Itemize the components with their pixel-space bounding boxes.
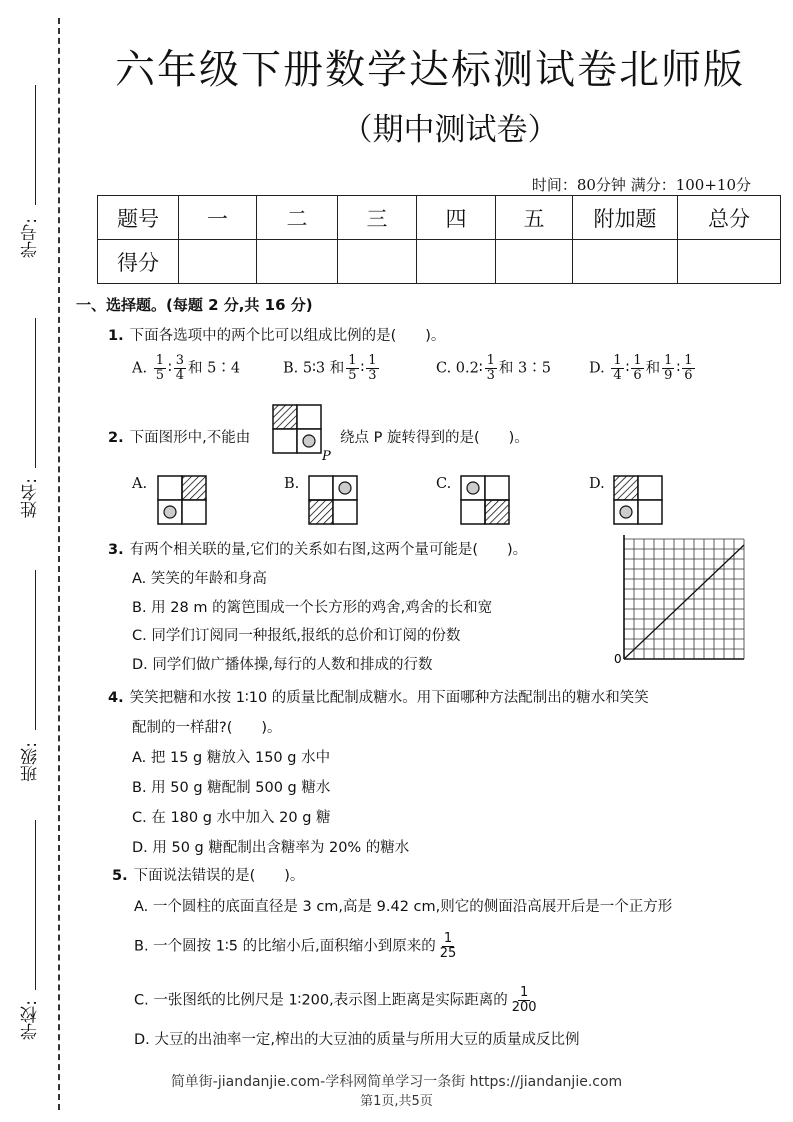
q3-option-c[interactable]: C. 同学们订阅同一种报纸,报纸的总价和订阅的份数 <box>132 628 461 644</box>
score-table <box>97 195 781 284</box>
q2-option-c-figure[interactable] <box>460 475 512 527</box>
question-text: 下面各选项中的两个比可以组成比例的是( )。 <box>129 328 446 344</box>
point-p-label: P <box>322 449 331 462</box>
q5-option-c[interactable] <box>134 986 541 1015</box>
q2-option-b-figure[interactable] <box>308 475 360 527</box>
student-no-label: 学号: <box>21 218 41 258</box>
option-text: B. 一个圆按 1∶5 的比缩小后,面积缩小到原来的 <box>134 938 436 955</box>
page-title: 六年级下册数学达标测试卷北师版 <box>115 47 745 93</box>
score-input-cell[interactable] <box>496 240 573 284</box>
option-text: 和 3∶5 <box>498 360 551 377</box>
graph-origin-label: 0 <box>614 652 622 665</box>
q1-option-d[interactable]: D. $\frac{1}{4}$ ∶ $\frac{1}{6}$ 和 $\frac{1}{9}$ ∶ $\frac{1}{6}$ <box>589 353 693 383</box>
q4-option-c[interactable]: C. 在 180 g 水中加入 20 g 糖 <box>132 810 331 826</box>
score-cell: 一 <box>179 196 257 240</box>
score-cell: 二 <box>257 196 338 240</box>
question-3 <box>108 538 527 559</box>
question-2-tail: 绕点 P 旋转得到的是( )。 <box>340 430 529 446</box>
q2-option-c-label[interactable]: C. <box>436 476 452 492</box>
option-text: C. 一张图纸的比例尺是 1∶200,表示图上距离是实际距离的 <box>134 992 508 1009</box>
footer-page-number: 第1页,共5页 <box>360 1094 433 1109</box>
q1-option-c[interactable] <box>436 354 551 383</box>
question-number: 3. <box>108 542 124 558</box>
binding-dashed-line <box>58 18 60 1110</box>
class-line <box>35 570 36 730</box>
question-number: 2. <box>108 430 124 446</box>
student-no-line <box>35 85 36 205</box>
relationship-graph <box>612 535 747 665</box>
q1-option-b[interactable]: B. 5∶3 和 $\frac{1}{5}$ ∶ $\frac{1}{3}$ <box>283 353 377 383</box>
question-number: 4. <box>108 690 124 706</box>
fraction: $\frac{1}{9}$ <box>664 353 673 383</box>
section-title: 一、选择题。(每题 2 分,共 16 分) <box>76 296 313 314</box>
q2-option-a-label[interactable]: A. <box>132 476 148 492</box>
question-number: 1. <box>108 328 124 344</box>
question-number: 5. <box>112 868 128 884</box>
score-table-header-row <box>98 196 781 240</box>
score-cell: 附加题 <box>573 196 678 240</box>
option-label: D. <box>589 360 605 377</box>
question-text: 下面图形中,不能由 <box>129 430 251 446</box>
q3-option-d[interactable]: D. 同学们做广播体操,每行的人数和排成的行数 <box>132 657 433 673</box>
score-cell: 四 <box>417 196 496 240</box>
fraction: $\frac{1}{3}$ <box>486 353 495 383</box>
question-5 <box>112 864 304 885</box>
fraction: $\frac{1}{6}$ <box>684 353 693 383</box>
question-1 <box>108 324 445 345</box>
q4-option-a[interactable]: A. 把 15 g 糖放入 150 g 水中 <box>132 750 331 766</box>
question-2 <box>108 426 250 447</box>
q4-option-b[interactable]: B. 用 50 g 糖配制 500 g 糖水 <box>132 780 331 796</box>
option-label: A. <box>132 360 148 377</box>
score-input-cell[interactable] <box>417 240 496 284</box>
score-input-cell[interactable] <box>678 240 781 284</box>
fraction: $\frac{1}{3}$ <box>368 353 377 383</box>
question-4-line2: 配制的一样甜?( )。 <box>132 720 282 736</box>
fraction: $\frac{3}{4}$ <box>175 353 185 383</box>
name-line <box>35 318 36 468</box>
question-text: 有两个相关联的量,它们的关系如右图,这两个量可能是( )。 <box>129 542 528 558</box>
score-input-cell[interactable] <box>257 240 338 284</box>
fraction: $\frac{1}{4}$ <box>613 353 622 383</box>
score-input-cell[interactable] <box>573 240 678 284</box>
q5-option-d[interactable]: D. 大豆的出油率一定,榨出的大豆油的质量与所用大豆的质量成反比例 <box>134 1032 580 1048</box>
option-label: B. <box>283 360 299 377</box>
q1-option-a[interactable]: A. $\frac{1}{5}$ ∶ $\frac{3}{4}$ 和 5∶4 <box>132 353 241 383</box>
q2-option-d-label[interactable]: D. <box>589 476 605 492</box>
class-label: 班级: <box>21 742 41 782</box>
score-cell: 五 <box>496 196 573 240</box>
footer-source: 简单街-jiandanjie.com-学科网简单学习一条街 https://jiandanjie.com <box>170 1074 623 1090</box>
page-subtitle: （期中测试卷） <box>341 112 559 148</box>
q2-option-b-label[interactable]: B. <box>284 476 300 492</box>
school-label: 学校: <box>21 1000 41 1040</box>
rotation-figure <box>272 404 336 462</box>
score-input-cell[interactable] <box>179 240 257 284</box>
option-label: C. <box>436 360 452 377</box>
fraction: $\frac{1}{5}$ <box>155 353 164 383</box>
score-input-cell[interactable] <box>338 240 417 284</box>
q5-option-b[interactable] <box>134 932 460 961</box>
question-text: 笑笑把糖和水按 1∶10 的质量比配制成糖水。用下面哪种方法配制出的糖水和笑笑 <box>129 690 649 706</box>
option-text: 和 <box>645 360 661 377</box>
score-cell: 三 <box>338 196 417 240</box>
q2-option-a-figure[interactable] <box>157 475 209 527</box>
fraction: $\frac{1}{5}$ <box>348 353 357 383</box>
fraction: $\frac{1}{6}$ <box>633 353 642 383</box>
fraction: $\frac{1}{200}$ <box>511 985 537 1015</box>
q3-option-a[interactable]: A. 笑笑的年龄和身高 <box>132 571 267 587</box>
option-text: 0.2∶ <box>455 360 483 377</box>
q5-option-a[interactable]: A. 一个圆柱的底面直径是 3 cm,高是 9.42 cm,则它的侧面沿高展开后是一个正方形 <box>134 899 673 915</box>
school-line <box>35 820 36 990</box>
exam-meta: 时间：80分钟 满分：100+10分 <box>531 176 751 194</box>
name-label: 姓名: <box>21 478 41 518</box>
q3-option-b[interactable]: B. 用 28 m 的篱笆围成一个长方形的鸡舍,鸡舍的长和宽 <box>132 600 493 616</box>
option-text: 和 5∶4 <box>188 360 241 377</box>
score-row-label: 得分 <box>98 240 179 284</box>
q4-option-d[interactable]: D. 用 50 g 糖配制出含糖率为 20% 的糖水 <box>132 840 410 856</box>
q2-option-d-figure[interactable] <box>613 475 665 527</box>
question-4 <box>108 686 649 707</box>
option-text: 5∶3 和 <box>302 360 345 377</box>
score-table-score-row <box>98 240 781 284</box>
fraction: $\frac{1}{25}$ <box>439 931 457 961</box>
question-text: 下面说法错误的是( )。 <box>133 868 305 884</box>
score-cell: 总分 <box>678 196 781 240</box>
score-cell: 题号 <box>98 196 179 240</box>
